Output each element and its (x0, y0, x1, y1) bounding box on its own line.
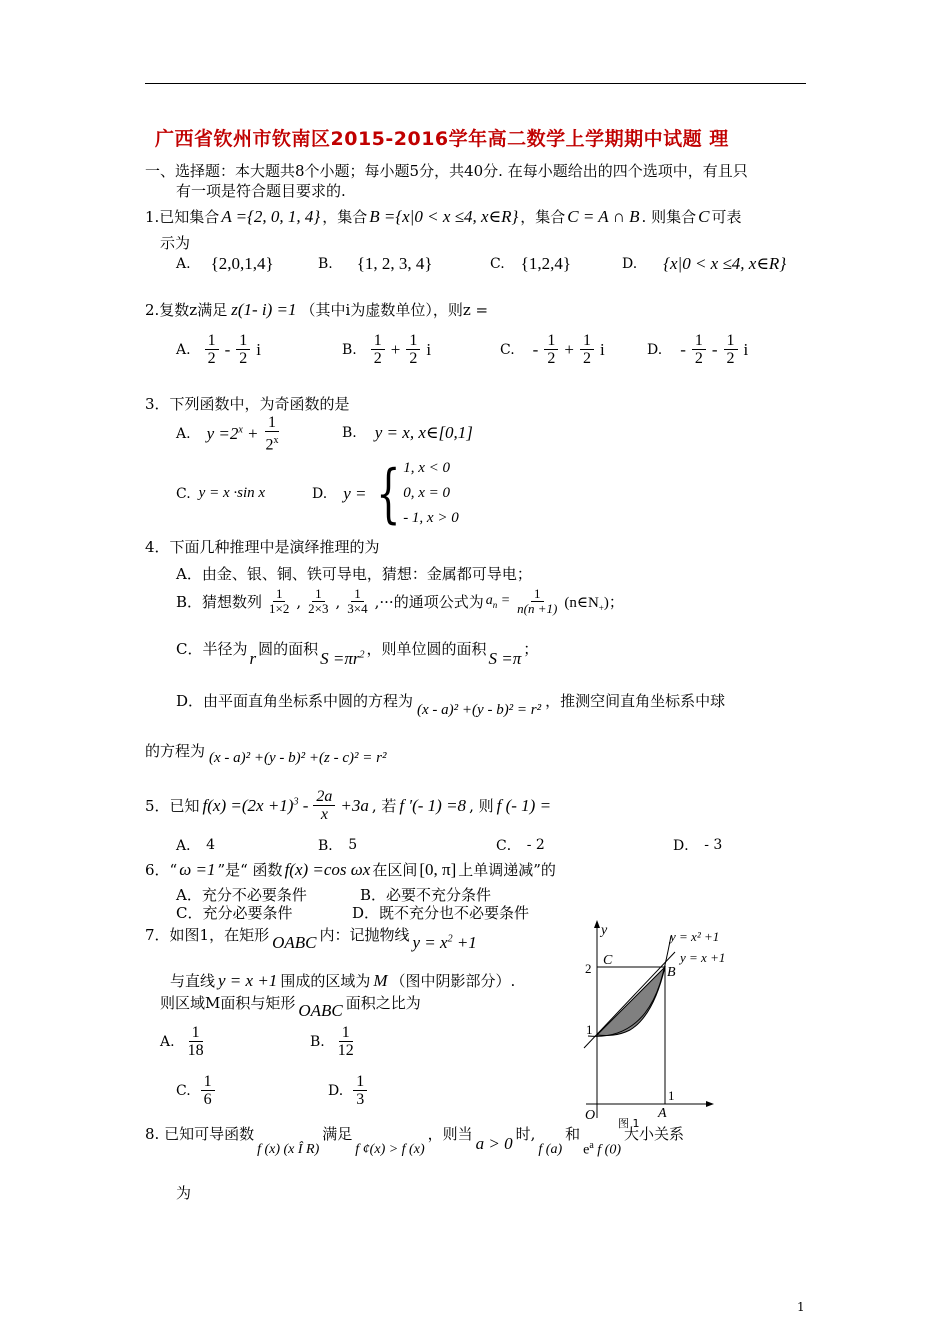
q1-option-a-label: A. (176, 256, 191, 272)
q2-option-d[interactable] (647, 332, 748, 367)
q3-option-c-label: C. (176, 485, 191, 502)
q2-option-b-label: B. (342, 341, 357, 358)
origin-label: O (585, 1108, 596, 1123)
q3-b-expr: y = x, x∈[0,1] (374, 423, 473, 442)
q6-text-4: 上单调递减”的 (458, 861, 556, 879)
q6-omega: ω =1 (179, 859, 216, 879)
q7-line3 (160, 992, 421, 1020)
q4-d-circle-eq: (x - a)² +(y - b)² = r² (417, 702, 542, 718)
q3-d-case-2: 0, x = 0 (403, 485, 450, 501)
q5-option-c[interactable]: C． - 2 (496, 837, 545, 854)
question-6 (145, 859, 556, 880)
q2-d-sign: - (680, 339, 686, 359)
q7-c-frac: $\frac{1}{6}$ (201, 1073, 215, 1108)
q1-c: C (698, 206, 710, 226)
q1-text-1: 1.已知集合 (145, 208, 220, 226)
q1-option-b-value: {1, 2, 3, 4} (356, 254, 433, 273)
q4-stem: 4．下面几种推理中是演绎推理的为 (145, 538, 380, 556)
q8-f: f (x) (x Î R) (257, 1141, 320, 1157)
q4-c-pre: C．半径为 (176, 640, 248, 658)
q2-d-op: - (711, 339, 718, 359)
q7-line2-pre: 与直线 (170, 972, 216, 990)
q4-b-dots: ,···的通项公式为 (374, 593, 484, 611)
q7-line2-post: （图中阴影部分）. (390, 972, 516, 990)
tick-1-x: 1 (668, 1088, 675, 1103)
q2-text-2: （其中i为虚数单位），则z = (300, 301, 489, 319)
q4-b-an: $a_n$ = (485, 593, 511, 610)
q1-text-4: . 则集合 (641, 208, 697, 226)
q5-cond: f ′(- 1) =8 (399, 795, 467, 815)
q3-d-expr: y = (343, 483, 367, 503)
q8-text-1: 8. 已知可导函数 (145, 1125, 255, 1143)
q4-c-r: r (249, 648, 257, 668)
q8-text-5: 和 (565, 1125, 581, 1143)
top-rule (145, 83, 806, 84)
tick-1-y: 1 (586, 1022, 593, 1037)
q3-option-b-label: B. (342, 425, 357, 441)
figure-caption: 图 1 (618, 1117, 640, 1130)
q4-d-line2 (145, 740, 387, 766)
q1-line2: 示为 (160, 234, 191, 252)
q5-option-b[interactable]: B． 5 (318, 837, 358, 854)
q5-question: f (- 1) = (496, 795, 552, 815)
q1-option-b-label: B. (318, 256, 333, 272)
section-intro-line1: 一、选择题：本大题共8个小题；每小题5分，共40分. 在每小题给出的四个选项中，有且只 (145, 162, 748, 180)
q4-option-d[interactable] (176, 690, 726, 718)
q3-option-a[interactable] (176, 414, 284, 453)
q4-b-domain: $(n\in N_+)$； (564, 594, 624, 613)
q8-text-4: 时, (515, 1125, 536, 1143)
q8-text-2: 满足 (322, 1125, 353, 1143)
q2-d-frac1: $\frac{1}{2}$ (692, 332, 706, 367)
q3-option-d-label: D. (312, 485, 328, 502)
q6-interval: [0, π] (419, 859, 457, 879)
q7-line2-mid: 围成的区域为 (280, 972, 371, 990)
q1-option-d-value: {x|0 < x ≤4, x∈R} (663, 254, 787, 273)
q1-text-5: 可表 (711, 208, 742, 226)
q2-option-a-label: A. (176, 341, 191, 358)
q2-b-op: + (390, 339, 401, 359)
q3-c-expr: y = x ·sin x (198, 485, 266, 501)
q3-a-frac: $\frac{1}{2^x}$ (265, 414, 279, 454)
q1-set-c: C = A ∩ B (567, 206, 640, 226)
q2-eq: z(1- i) =1 (231, 299, 297, 319)
q5-frac: $\frac{2a}{x}$ (313, 788, 335, 823)
q1-option-d-label: D. (622, 256, 638, 272)
q2-b-i: i (426, 339, 432, 359)
question-5 (145, 788, 551, 823)
question-8 (145, 1123, 685, 1158)
q7-line3-pre: 则区域M面积与矩形 (160, 994, 296, 1012)
q1-option-a[interactable] (176, 254, 274, 274)
q7-a-frac: $\frac{1}{18}$ (187, 1024, 204, 1059)
q4-b-frac1: $\frac{1}{1\times 2}$ (269, 586, 290, 616)
q4-c-end: ； (523, 640, 539, 658)
q1-text-2: ，集合 (322, 208, 368, 226)
question-2 (145, 299, 488, 320)
q7-option-d[interactable]: D. $\frac{1}{3}$ (328, 1073, 369, 1108)
q5-text-1: 5．已知 (145, 797, 200, 815)
page-number: 1 (797, 1300, 805, 1314)
q2-d-i: i (743, 339, 749, 359)
q4-b-frac2: $\frac{1}{2\times 3}$ (308, 586, 329, 616)
q1-option-c-label: C. (490, 256, 505, 272)
q1-option-c-value: {1,2,4} (520, 254, 571, 273)
q4-b-general: $\frac{1}{n(n +1)}$ (517, 586, 558, 616)
q5-rest: +3a (340, 795, 369, 815)
q4-option-c[interactable] (176, 638, 539, 668)
q7-text-1: 7．如图1，在矩形 (145, 926, 270, 944)
y-axis-arrow (594, 920, 600, 928)
q3-d-brace: { (376, 456, 402, 531)
q2-b-frac1: $\frac{1}{2}$ (371, 332, 385, 367)
q8-a: a > 0 (475, 1133, 513, 1153)
q5-text-3: , 则 (469, 797, 494, 815)
q2-c-frac2: $\frac{1}{2}$ (580, 332, 594, 367)
q4-d-post: ，推测空间直角坐标系中球 (545, 692, 726, 710)
point-a-label: A (658, 1106, 667, 1121)
q6-option-b[interactable]: B．必要不充分条件 (360, 886, 492, 904)
q3-option-b[interactable] (342, 423, 473, 443)
tick-2: 2 (585, 961, 592, 976)
q8-text-6: 大小关系 (624, 1125, 685, 1143)
q3-a-expr: $y =2^x$ + (206, 423, 259, 443)
q1-option-c[interactable] (490, 254, 571, 274)
q8-line2: 为 (176, 1184, 192, 1202)
q6-option-a[interactable]: A．充分不必要条件 (176, 886, 307, 904)
y-axis-label: y (601, 923, 608, 938)
q6-f: f(x) =cos ωx (284, 859, 371, 879)
q2-option-c[interactable] (500, 332, 605, 367)
q2-d-frac2: $\frac{1}{2}$ (724, 332, 738, 367)
point-c-label: C (603, 953, 613, 968)
q4-c-mid: 圆的面积 (258, 640, 319, 658)
figure-1 (570, 918, 726, 1130)
q1-option-d[interactable] (622, 254, 786, 274)
q2-option-b[interactable] (342, 332, 431, 367)
q2-a-frac2: $\frac{1}{2}$ (236, 332, 250, 367)
q7-d-frac: $\frac{1}{3}$ (353, 1073, 367, 1108)
q6-text-3: 在区间 (372, 861, 418, 879)
question-7 (145, 924, 477, 952)
q4-option-a[interactable]: A．由金、银、铜、铁可导电，猜想：金属都可导电； (176, 565, 532, 583)
x-axis-arrow (706, 1101, 714, 1107)
q8-fa: f (a) (538, 1141, 563, 1157)
point-b-label: B (667, 965, 676, 980)
q2-c-frac1: $\frac{1}{2}$ (544, 332, 558, 367)
curve-label: y = x² +1 (670, 929, 720, 944)
q8-text-3: ，则当 (427, 1125, 473, 1143)
q3-option-a-label: A. (176, 425, 191, 442)
q4-c-unit-area: S =π (488, 648, 522, 668)
q1-set-a: A ={2, 0, 1, 4} (221, 206, 321, 226)
q3-option-d[interactable] (312, 456, 459, 531)
q5-text-2: , 若 (371, 797, 397, 815)
q4-d-line2-pre: 的方程为 (145, 742, 206, 760)
line-y-x-plus-1 (584, 952, 675, 1048)
section-intro-line2: 有一项是符合题目要求的. (176, 182, 346, 200)
q4-c-area: $S =\pi r^2$ (320, 648, 365, 668)
q8-ea-f0: $e^a$ f (0) (583, 1140, 622, 1158)
q3-d-case-3: - 1, x > 0 (403, 510, 459, 526)
q7-option-b[interactable]: B. $\frac{1}{12}$ (310, 1024, 359, 1059)
q3-stem: 3．下列函数中，为奇函数的是 (145, 395, 350, 413)
q5-f: $f(x) =(2x +1)^3$ - (202, 795, 309, 815)
q7-oabc: OABC (272, 932, 317, 952)
q4-d-sphere-eq: (x - a)² +(y - b)² +(z - c)² = r² (209, 750, 387, 766)
q2-c-i: i (599, 339, 605, 359)
q4-c-post: ，则单位圆的面积 (366, 640, 487, 658)
q2-option-c-label: C. (500, 341, 515, 358)
q2-b-frac2: $\frac{1}{2}$ (406, 332, 420, 367)
page-title: 广西省钦州市钦南区2015-2016学年高二数学上学期期中试题 理 (155, 128, 729, 150)
q5-option-d[interactable]: D． - 3 (673, 837, 723, 854)
q4-b-pre: B．猜想数列 (176, 593, 263, 611)
q1-set-b: B ={x|0 < x ≤4, x∈R} (369, 206, 519, 226)
q3-d-case-1: 1, x < 0 (403, 460, 450, 476)
q2-option-d-label: D. (647, 341, 663, 358)
q1-option-b[interactable] (318, 254, 433, 274)
q2-a-frac1: $\frac{1}{2}$ (205, 332, 219, 367)
q5-option-a[interactable]: A． 4 (176, 837, 216, 854)
q2-text-1: 2.复数z满足 (145, 301, 228, 319)
q2-c-sign: - (532, 339, 539, 359)
q8-cond: f ¢(x) > f (x) (355, 1141, 425, 1157)
q3-d-cases (403, 456, 459, 531)
q7-b-frac: $\frac{1}{12}$ (337, 1024, 354, 1059)
question-1 (145, 206, 741, 227)
line-label: y = x +1 (680, 950, 726, 965)
q7-line3-oabc: OABC (298, 1000, 343, 1020)
q4-b-frac3: $\frac{1}{3\times 4}$ (347, 586, 368, 616)
q6-text-1: 6．“ (145, 861, 178, 879)
q7-parabola: $y = x^2 +1$ (412, 932, 477, 952)
q2-a-i: i (256, 339, 261, 359)
q2-c-op: + (564, 339, 574, 359)
q4-d-pre: D．由平面直角坐标系中圆的方程为 (176, 692, 414, 710)
q7-text-2: 内：记抛物线 (319, 926, 410, 944)
shaded-region-m (597, 967, 665, 1035)
q6-option-c[interactable]: C．充分必要条件 (176, 904, 293, 922)
q1-option-a-value: {2,0,1,4} (210, 254, 274, 273)
q4-option-b[interactable]: B．猜想数列 $\frac{1}{1\times 2}$ , $\frac{1}{2\times 3}$ , $\frac{1}{3\times 4}$ ,···的通项公式为 $a_n$ = $\frac{1}{n(n +1)}$ $(n\in N_+)$； (176, 586, 624, 616)
q6-option-d[interactable]: D．既不充分也不必要条件 (352, 904, 530, 922)
q7-line3-post: 面积之比为 (345, 994, 421, 1012)
q6-text-2: ”是“ 函数 (217, 861, 283, 879)
q7-option-c[interactable]: C. $\frac{1}{6}$ (176, 1073, 217, 1108)
q3-option-c[interactable] (176, 485, 265, 502)
q2-a-op: - (224, 339, 231, 359)
q7-region-m: M (373, 970, 388, 990)
q2-option-a[interactable] (176, 332, 261, 367)
q7-line-eq: y = x +1 (218, 970, 278, 990)
q7-line2 (170, 970, 515, 991)
q7-option-a[interactable]: A. $\frac{1}{18}$ (160, 1024, 209, 1059)
q1-text-3: ，集合 (520, 208, 566, 226)
